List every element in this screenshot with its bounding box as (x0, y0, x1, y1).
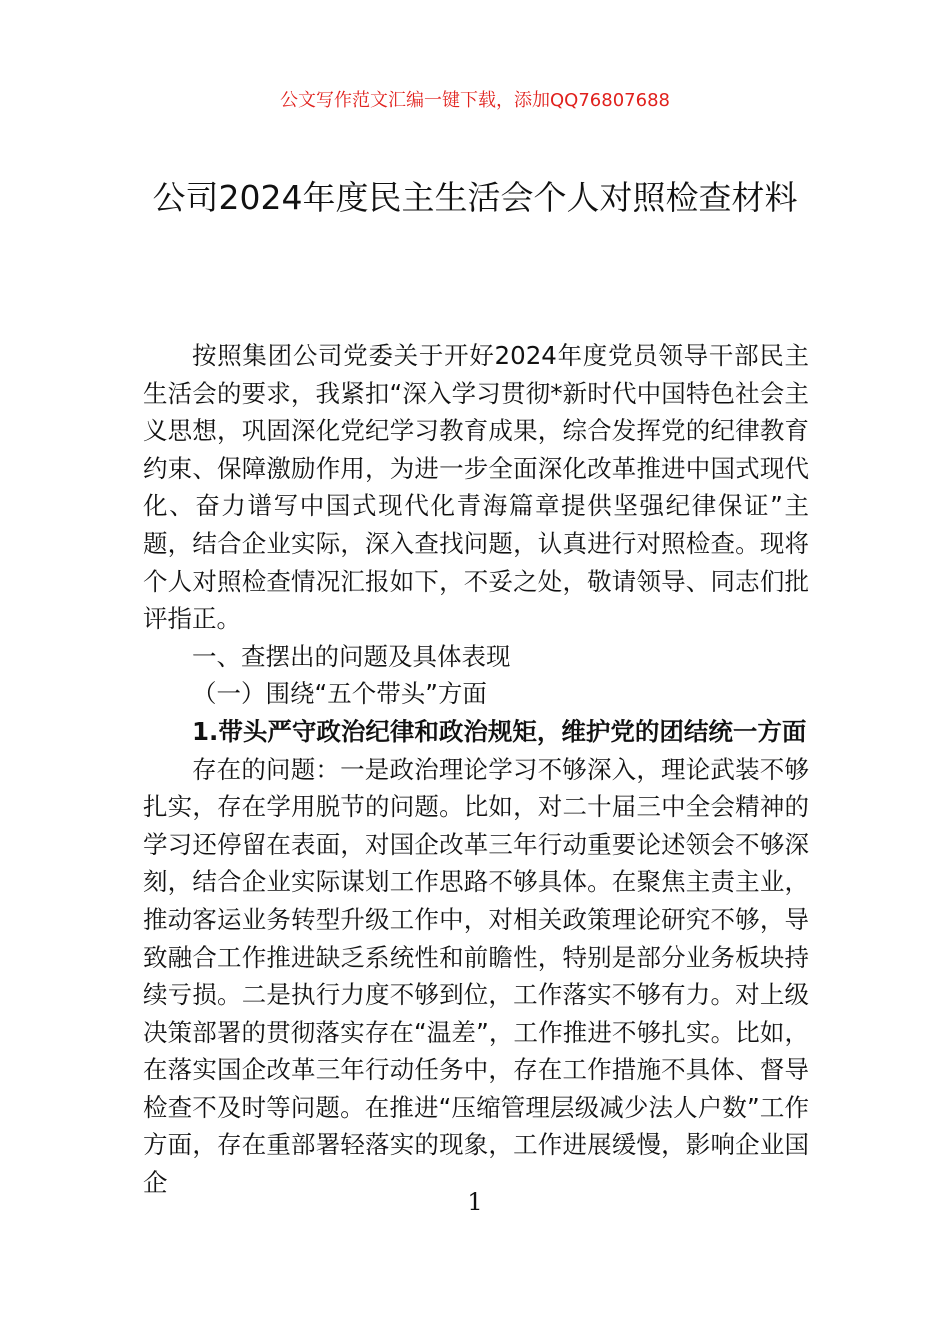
intro-paragraph: 按照集团公司党委关于开好2024年度党员领导干部民主生活会的要求，我紧扣“深入学习贯彻*新时代中国特色社会主义思想，巩固深化党纪学习教育成果，综合发挥党的纪律教育约束、保障激励作用，为进一步全面深化改革推进中国式现代化、奋力谱写中国式现代化青海篇章提供坚强纪律保证”主题，结合企业实际，深入查找问题，认真进行对照检查。现将个人对照检查情况汇报如下，不妥之处，敬请领导、同志们批评指正。 (143, 341, 809, 634)
item-heading-1: 1.带头严守政治纪律和政治规矩，维护党的团结统一方面 (192, 716, 807, 746)
subsection-heading-1: （一）围绕“五个带头”方面 (192, 679, 487, 709)
header-promo-note: 公文写作范文汇编一键下载，添加QQ76807688 (280, 90, 670, 111)
page-number: 1 (467, 1188, 483, 1216)
document-body (143, 337, 809, 1202)
document-title: 公司2024年度民主生活会个人对照检查材料 (152, 178, 798, 217)
section-heading-1: 一、查摆出的问题及具体表现 (192, 641, 511, 671)
problem-paragraph: 存在的问题：一是政治理论学习不够深入，理论武装不够扎实，存在学用脱节的问题。比如，对二十届三中全会精神的学习还停留在表面，对国企改革三年行动重要论述领会不够深刻，结合企业实际谋划工作思路不够具体。在聚焦主责主业，推动客运业务转型升级工作中，对相关政策理论研究不够，导致融合工作推进缺乏系统性和前瞻性，特别是部分业务板块持续亏损。二是执行力度不够到位，工作落实不够有力。对上级决策部署的贯彻落实存在“温差”，工作推进不够扎实。比如，在落实国企改革三年行动任务中，存在工作措施不具体、督导检查不及时等问题。在推进“压缩管理层级减少法人户数”工作方面，存在重部署轻落实的现象，工作进展缓慢，影响企业国企 (143, 754, 809, 1198)
